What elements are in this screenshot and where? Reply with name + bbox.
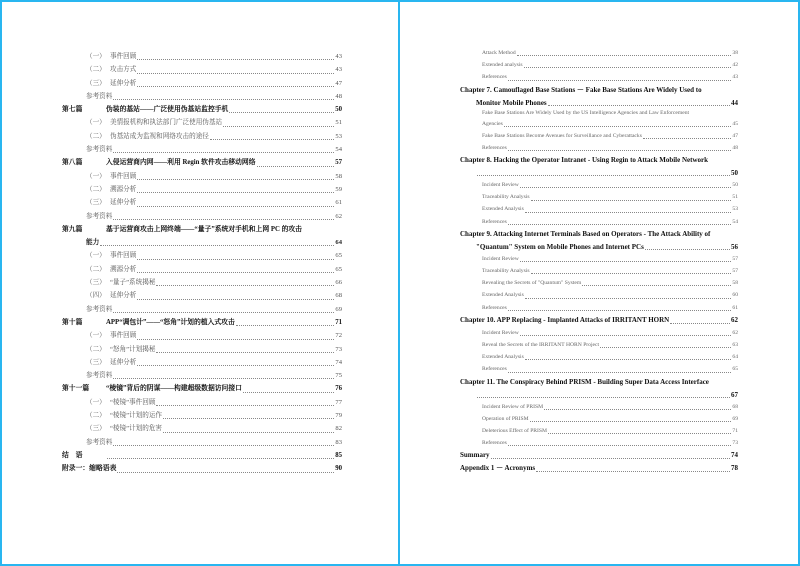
dot-leader xyxy=(520,334,732,336)
toc-entry[interactable] xyxy=(62,449,342,462)
toc-entry[interactable] xyxy=(460,425,738,437)
entry-title: References xyxy=(482,144,507,151)
dot-leader xyxy=(137,258,334,260)
toc-entry[interactable] xyxy=(460,327,738,339)
toc-entry[interactable] xyxy=(62,50,342,63)
entry-title: Chapter 11. The Conspiracy Behind PRISM - Building Super Data Access Interface xyxy=(460,377,709,386)
right-page-english-toc xyxy=(400,0,798,566)
toc-entry[interactable] xyxy=(460,277,738,289)
toc-entry[interactable] xyxy=(62,369,342,382)
page-number: 47 xyxy=(732,132,738,139)
dot-leader xyxy=(210,138,335,140)
toc-entry[interactable] xyxy=(62,170,342,183)
page-number: 59 xyxy=(335,185,342,193)
dot-leader xyxy=(600,346,731,348)
page-number: 68 xyxy=(335,292,342,300)
dot-leader xyxy=(137,72,334,74)
toc-entry[interactable] xyxy=(62,329,342,342)
entry-number: 结 语 xyxy=(62,451,83,459)
entry-title: 事件回顾 xyxy=(110,172,137,180)
dot-leader xyxy=(508,223,732,225)
dot-leader xyxy=(117,471,334,473)
toc-entry[interactable] xyxy=(62,343,342,356)
toc-entry[interactable] xyxy=(62,436,342,449)
dot-leader xyxy=(137,85,334,87)
toc-entry[interactable] xyxy=(62,63,342,76)
toc-entry[interactable] xyxy=(460,241,738,253)
entry-title: References xyxy=(482,366,507,373)
entry-title: “怒角”计划揭秘 xyxy=(110,345,156,353)
entry-number: （一） xyxy=(86,119,106,127)
entry-title: “棱镜”计划的危害 xyxy=(110,425,163,433)
entry-number: （一） xyxy=(86,332,106,340)
dot-leader xyxy=(113,151,334,153)
entry-title: References xyxy=(482,218,507,225)
entry-title: Extended analysis xyxy=(482,62,523,69)
entry-title: “量子”系统揭秘 xyxy=(110,279,156,287)
entry-title: 延伸分析 xyxy=(110,358,137,366)
entry-title: Chapter 7. Camouflaged Base Stations － Fake Base Stations Are Widely Used to xyxy=(460,85,702,94)
dot-leader xyxy=(113,98,334,100)
entry-title: 美情报机构和执法部门广泛使用伪基站 xyxy=(110,119,223,127)
dot-leader xyxy=(137,298,334,300)
page-number: 38 xyxy=(732,49,738,56)
page-number: 83 xyxy=(335,438,342,446)
dot-leader xyxy=(508,371,732,373)
toc-entry[interactable] xyxy=(62,462,342,475)
dot-leader xyxy=(520,260,732,262)
page-number: 64 xyxy=(732,354,738,361)
toc-entry[interactable] xyxy=(62,90,342,103)
entry-title: Traceability Analysis xyxy=(482,268,530,275)
entry-title: Incident Review xyxy=(482,182,519,189)
toc-entry[interactable] xyxy=(62,116,342,129)
toc-entry[interactable] xyxy=(62,382,342,395)
toc-list xyxy=(460,47,738,475)
entry-title: 参考资料 xyxy=(86,305,113,313)
entry-title: APP“调包计”——“怒角”计划的植入式攻击 xyxy=(106,318,235,326)
dot-leader xyxy=(508,149,732,151)
dot-leader xyxy=(531,199,732,201)
dot-leader xyxy=(531,272,732,274)
entry-number: （四） xyxy=(86,292,106,300)
dot-leader xyxy=(223,125,334,127)
page-number: 71 xyxy=(732,427,738,434)
toc-entry[interactable] xyxy=(62,303,342,316)
dot-leader xyxy=(520,186,732,188)
entry-number: （三） xyxy=(86,425,106,433)
page-number: 90 xyxy=(335,465,342,473)
entry-title: Operation of PRISM xyxy=(482,415,529,422)
entry-title: 附录一：缩略语表 xyxy=(62,465,117,473)
toc-entry[interactable] xyxy=(62,143,342,156)
toc-entry[interactable] xyxy=(460,71,738,83)
entry-title: Chapter 9. Attacking Internet Terminals Based on Operators - The Attack Ability of xyxy=(460,229,711,238)
page-number: 73 xyxy=(335,345,342,353)
page-number: 53 xyxy=(335,132,342,140)
entry-title: Chapter 8. Hacking the Operator Intranet - Using Regin to Attack Mobile Network xyxy=(460,156,709,165)
entry-title: 基于运营商攻击上网终端——“量子”系统对手机和上网 PC 的攻击 xyxy=(106,225,302,233)
entry-title: "Quantum" System on Mobile Phones and Internet PCs xyxy=(476,242,644,251)
page-number: 48 xyxy=(732,144,738,151)
dot-leader xyxy=(163,417,334,419)
dot-leader xyxy=(137,364,334,366)
page-number: 58 xyxy=(732,280,738,287)
toc-entry[interactable] xyxy=(460,97,738,109)
toc-entry[interactable] xyxy=(460,118,738,130)
page-number: 72 xyxy=(335,332,342,340)
entry-title: References xyxy=(482,74,507,81)
dot-leader xyxy=(113,377,334,379)
page-number: 85 xyxy=(335,451,342,459)
toc-entry[interactable] xyxy=(460,142,738,154)
dot-leader xyxy=(548,432,731,434)
entry-title: 延伸分析 xyxy=(110,79,137,87)
page-number: 65 xyxy=(335,252,342,260)
dot-leader xyxy=(525,358,732,360)
entry-title: 溯源分析 xyxy=(110,265,137,273)
page-number: 75 xyxy=(335,372,342,380)
toc-entry[interactable] xyxy=(62,276,342,289)
entry-title: Chapter 10. APP Replacing - Implanted Attacks of IRRITANT HORN xyxy=(460,315,670,324)
toc-entry[interactable] xyxy=(460,253,738,265)
page-number: 62 xyxy=(732,329,738,336)
entry-title: Appendix 1 － Acronyms xyxy=(460,464,536,473)
page-number: 50 xyxy=(335,106,342,114)
toc-entry[interactable] xyxy=(62,316,342,329)
toc-entry[interactable] xyxy=(460,130,738,142)
entry-title: “棱镜”背后的阴谋——构建超级数据访问接口 xyxy=(106,385,242,393)
entry-title: 伪装的基站——广泛使用伪基站监控手机 xyxy=(106,106,229,114)
page-number: 47 xyxy=(335,79,342,87)
entry-number: （三） xyxy=(86,199,106,207)
entry-number: 第十篇 xyxy=(62,318,83,326)
toc-entry[interactable] xyxy=(460,109,738,118)
dot-leader xyxy=(137,58,334,60)
page-number: 42 xyxy=(732,62,738,69)
entry-number: 第十一篇 xyxy=(62,385,90,393)
toc-entry[interactable] xyxy=(62,263,342,276)
page-number: 62 xyxy=(335,212,342,220)
page-number: 73 xyxy=(732,440,738,447)
page-number: 76 xyxy=(335,385,342,393)
dot-leader xyxy=(530,420,732,422)
entry-title: “棱镜”计划的运作 xyxy=(110,412,163,420)
dot-leader xyxy=(107,457,334,459)
dot-leader xyxy=(643,137,732,139)
page-number: 61 xyxy=(732,304,738,311)
page-number: 68 xyxy=(732,403,738,410)
toc-entry[interactable] xyxy=(460,204,738,216)
toc-entry[interactable] xyxy=(460,449,738,462)
entry-number: （一） xyxy=(86,252,106,260)
page-number: 77 xyxy=(335,398,342,406)
page-number: 71 xyxy=(335,318,342,326)
entry-number: （二） xyxy=(86,66,106,74)
entry-title: 攻击方式 xyxy=(110,66,137,74)
toc-list xyxy=(62,50,342,476)
entry-title: Incident Review xyxy=(482,255,519,262)
toc-entry[interactable] xyxy=(460,389,738,401)
entry-title: “棱镜”事件回顾 xyxy=(110,398,156,406)
toc-entry[interactable] xyxy=(460,47,738,59)
toc-entry[interactable] xyxy=(62,422,342,435)
entry-number: （三） xyxy=(86,358,106,366)
page-number: 66 xyxy=(335,279,342,287)
entry-title: Extended Analysis xyxy=(482,206,524,213)
page-number: 45 xyxy=(732,120,738,127)
entry-title: Fake Base Stations Become Avenues for Surveillance and Cyberattacks xyxy=(482,132,642,139)
toc-entry[interactable] xyxy=(62,356,342,369)
entry-title: 延伸分析 xyxy=(110,199,137,207)
page-number: 61 xyxy=(335,199,342,207)
page-number: 50 xyxy=(731,169,738,178)
dot-leader xyxy=(243,391,334,393)
toc-entry[interactable] xyxy=(460,289,738,301)
dot-leader xyxy=(137,271,334,273)
toc-entry[interactable] xyxy=(460,351,738,363)
dot-leader xyxy=(156,284,334,286)
toc-entry[interactable] xyxy=(62,289,342,302)
page-number: 50 xyxy=(732,182,738,189)
dot-leader xyxy=(156,404,334,406)
entry-number: （三） xyxy=(86,279,106,287)
dot-leader xyxy=(113,444,334,446)
entry-title: Reveal the Secrets of the IRRITANT HORN Project xyxy=(482,341,600,348)
entry-title: Traceability Analysis xyxy=(482,194,530,201)
entry-number: （三） xyxy=(86,79,106,87)
dot-leader xyxy=(137,338,334,340)
entry-title: References xyxy=(482,440,507,447)
page-number: 57 xyxy=(732,268,738,275)
toc-entry[interactable] xyxy=(460,314,738,327)
entry-title: Deleterious Effect of PRISM xyxy=(482,427,547,434)
entry-title: Extended Analysis xyxy=(482,354,524,361)
dot-leader xyxy=(229,111,334,113)
dot-leader xyxy=(582,284,731,286)
dot-leader xyxy=(137,191,334,193)
toc-entry[interactable] xyxy=(460,216,738,228)
toc-entry[interactable] xyxy=(460,59,738,71)
page-number: 43 xyxy=(335,66,342,74)
toc-entry[interactable] xyxy=(62,77,342,90)
dot-leader xyxy=(536,470,730,472)
page-number: 74 xyxy=(335,358,342,366)
toc-entry[interactable] xyxy=(460,413,738,425)
dot-leader xyxy=(156,351,334,353)
page-number: 65 xyxy=(732,366,738,373)
page-number: 69 xyxy=(335,305,342,313)
toc-entry[interactable] xyxy=(62,249,342,262)
toc-entry[interactable] xyxy=(62,409,342,422)
left-page-chinese-toc xyxy=(2,0,398,566)
entry-number: 第九篇 xyxy=(62,225,83,233)
entry-title: References xyxy=(482,304,507,311)
page-number: 51 xyxy=(732,194,738,201)
page-number: 62 xyxy=(731,315,738,324)
entry-title: 入侵运营商内网——利用 Regin 软件攻击移动网络 xyxy=(106,159,256,167)
dot-leader xyxy=(548,104,730,106)
entry-title: 事件回顾 xyxy=(110,53,137,60)
entry-title: 参考资料 xyxy=(86,372,113,380)
page-number: 79 xyxy=(335,412,342,420)
toc-entry[interactable] xyxy=(460,265,738,277)
toc-entry[interactable] xyxy=(460,167,738,179)
toc-entry[interactable] xyxy=(460,339,738,351)
dot-leader xyxy=(137,205,334,207)
page-number: 74 xyxy=(731,451,738,460)
toc-entry[interactable] xyxy=(460,363,738,375)
toc-entry[interactable] xyxy=(62,223,342,236)
dot-leader xyxy=(508,79,732,81)
entry-title: 事件回顾 xyxy=(110,252,137,260)
toc-entry[interactable] xyxy=(460,376,738,389)
toc-entry[interactable] xyxy=(62,210,342,223)
entry-number: （二） xyxy=(86,132,106,140)
dot-leader xyxy=(100,244,334,246)
toc-entry[interactable] xyxy=(62,156,342,169)
page-number: 58 xyxy=(335,172,342,180)
page-number: 65 xyxy=(335,265,342,273)
dot-leader xyxy=(525,297,732,299)
entry-title: 参考资料 xyxy=(86,438,113,446)
entry-title: 伪基站成为监视和网络攻击的途径 xyxy=(110,132,209,140)
entry-title: 参考资料 xyxy=(86,212,113,220)
toc-entry[interactable] xyxy=(62,396,342,409)
toc-entry[interactable] xyxy=(62,183,342,196)
entry-title: 溯源分析 xyxy=(110,185,137,193)
entry-title: Extended Analysis xyxy=(482,292,524,299)
dot-leader xyxy=(517,54,732,56)
entry-number: （一） xyxy=(86,172,106,180)
entry-title: Incident Review xyxy=(482,329,519,336)
entry-number: 第八篇 xyxy=(62,159,83,167)
entry-title: 能力 xyxy=(86,239,100,247)
entry-title: 参考资料 xyxy=(86,146,113,154)
dot-leader xyxy=(491,457,730,459)
page-number: 78 xyxy=(731,464,738,473)
page-number: 43 xyxy=(335,53,342,60)
page-number: 57 xyxy=(335,159,342,167)
page-number: 43 xyxy=(732,74,738,81)
toc-entry[interactable] xyxy=(460,437,738,449)
entry-number: 第七篇 xyxy=(62,106,83,114)
dot-leader xyxy=(508,444,732,446)
page-number: 48 xyxy=(335,92,342,100)
dot-leader xyxy=(524,66,732,68)
page-number: 54 xyxy=(335,146,342,154)
entry-number: （二） xyxy=(86,412,106,420)
toc-entry[interactable] xyxy=(62,236,342,249)
dot-leader xyxy=(525,211,732,213)
page-number: 60 xyxy=(732,292,738,299)
toc-entry[interactable] xyxy=(460,154,738,167)
toc-entry[interactable] xyxy=(460,302,738,314)
toc-entry[interactable] xyxy=(62,103,342,116)
dot-leader xyxy=(113,311,334,313)
entry-title: Incident Review of PRISM xyxy=(482,403,544,410)
toc-entry[interactable] xyxy=(62,196,342,209)
entry-title: 事件回顾 xyxy=(110,332,137,340)
entry-title: Summary xyxy=(460,451,490,460)
dot-leader xyxy=(645,248,730,250)
dot-leader xyxy=(504,125,732,127)
entry-number: （二） xyxy=(86,185,106,193)
dot-leader xyxy=(477,174,730,176)
entry-title: Revealing the Secrets of "Quantum" System xyxy=(482,280,582,287)
dot-leader xyxy=(236,324,334,326)
entry-number: （二） xyxy=(86,345,106,353)
dot-leader xyxy=(137,178,334,180)
entry-number: （二） xyxy=(86,265,106,273)
dot-leader xyxy=(163,431,334,433)
page-number: 51 xyxy=(335,119,342,127)
page-number: 64 xyxy=(335,239,342,247)
page-number: 56 xyxy=(731,242,738,251)
page-number: 54 xyxy=(732,218,738,225)
toc-entry[interactable] xyxy=(62,130,342,143)
page-number: 53 xyxy=(732,206,738,213)
entry-number: （一） xyxy=(86,53,106,60)
dot-leader xyxy=(257,165,335,167)
entry-title: Fake Base Stations Are Widely Used by the US Intelligence Agencies and Law Enforcement xyxy=(482,109,690,116)
toc-entry[interactable] xyxy=(460,179,738,191)
toc-entry[interactable] xyxy=(460,228,738,241)
dot-leader xyxy=(670,322,730,324)
toc-entry[interactable] xyxy=(460,84,738,97)
toc-entry[interactable] xyxy=(460,191,738,203)
page-number: 69 xyxy=(732,415,738,422)
entry-title: Agencies xyxy=(482,120,503,127)
toc-entry[interactable] xyxy=(460,401,738,413)
entry-title: Attack Method xyxy=(482,49,516,56)
page-number: 82 xyxy=(335,425,342,433)
page-number: 57 xyxy=(732,255,738,262)
toc-entry[interactable] xyxy=(460,462,738,475)
entry-title: Monitor Mobile Phones xyxy=(476,98,547,107)
entry-title: 延伸分析 xyxy=(110,292,137,300)
page-number: 67 xyxy=(731,390,738,399)
page-number: 44 xyxy=(731,98,738,107)
dot-leader xyxy=(508,309,732,311)
dot-leader xyxy=(477,396,730,398)
dot-leader xyxy=(544,408,731,410)
entry-title: 参考资料 xyxy=(86,92,113,100)
dot-leader xyxy=(113,218,334,220)
entry-number: （一） xyxy=(86,398,106,406)
page-number: 63 xyxy=(732,341,738,348)
